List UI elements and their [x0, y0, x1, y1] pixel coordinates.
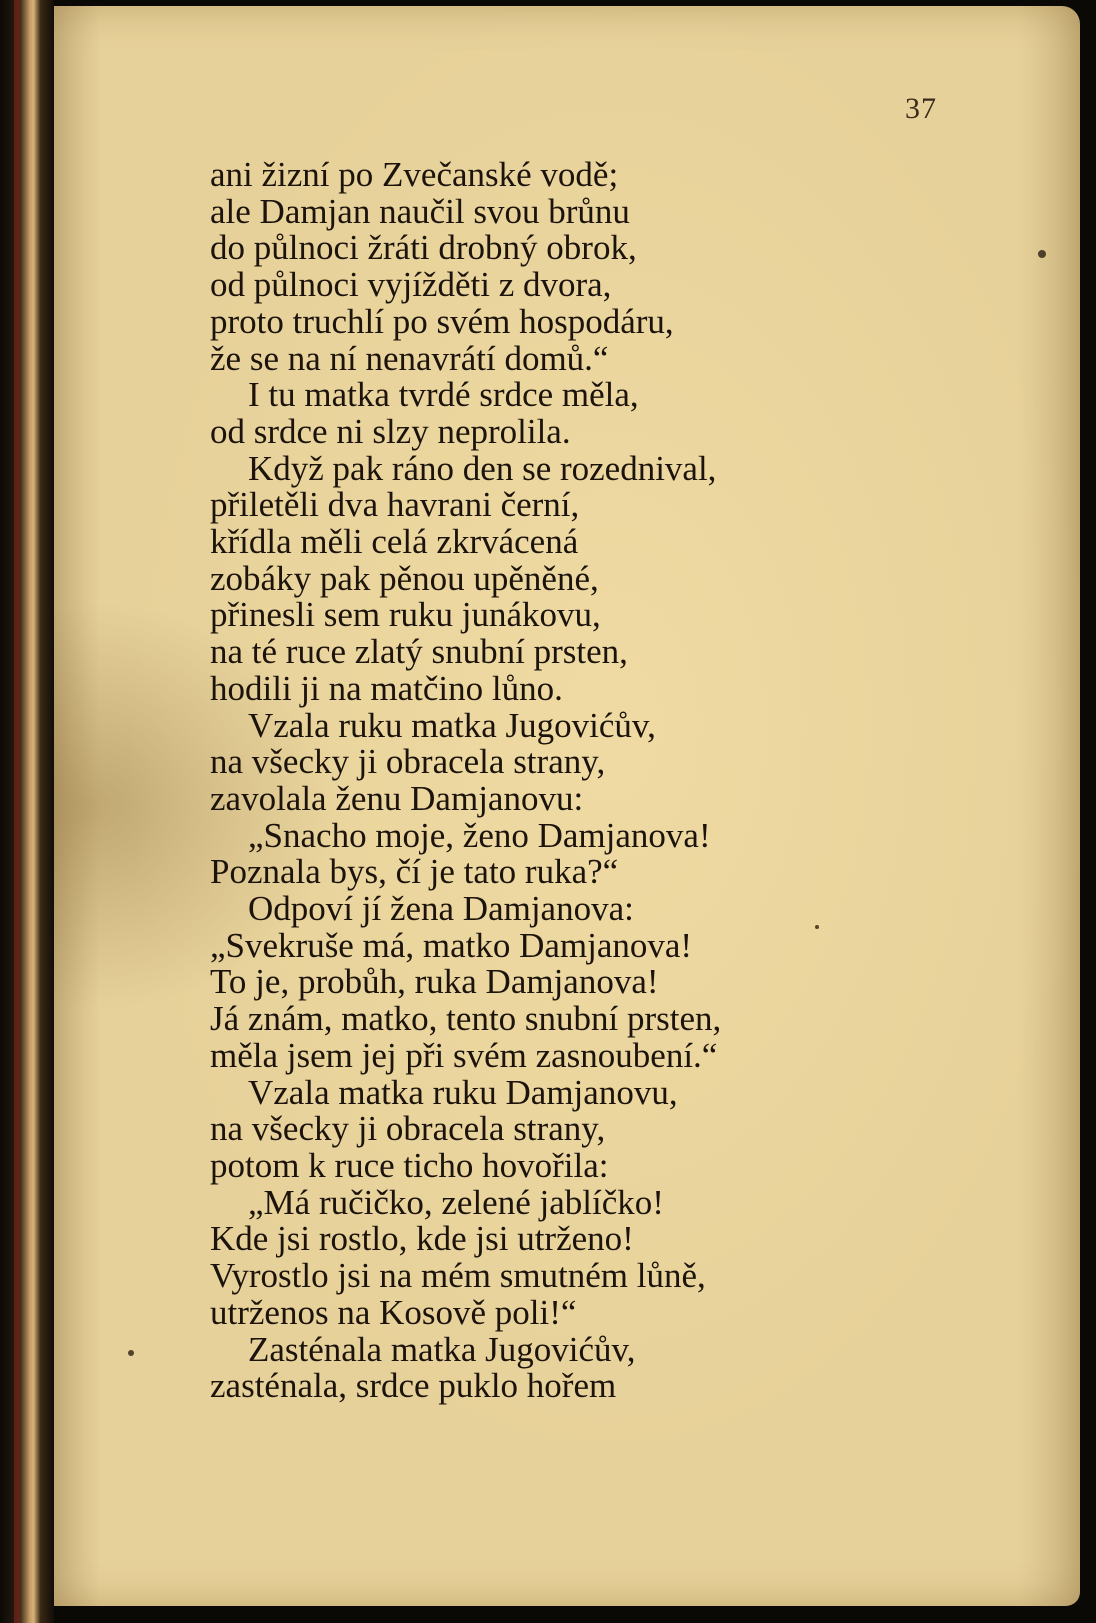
poem-line: přinesli sem ruku junákovu,: [210, 595, 601, 635]
poem-line: zavolala ženu Damjanovu:: [210, 778, 584, 818]
poem-line: „Má ručičko, zelené jablíčko!: [248, 1182, 664, 1222]
ink-speck: [1038, 250, 1046, 258]
poem-line: zobáky pak pěnou upěněné,: [210, 558, 599, 598]
poem-line: Odpoví jí žena Damjanova:: [248, 889, 634, 929]
poem-line: Já znám, matko, tento snubní prsten,: [210, 999, 722, 1039]
poem-line: přiletěli dva havrani černí,: [210, 485, 580, 525]
poem-line: na všecky ji obracela strany,: [210, 1109, 606, 1149]
poem-line: zasténala, srdce puklo hořem: [210, 1366, 617, 1406]
poem-line: utrženos na Kosově poli!“: [210, 1292, 577, 1332]
poem-line: hodili ji na matčino lůno.: [210, 668, 563, 708]
poem-line: Vzala matka ruku Damjanovu,: [248, 1072, 678, 1112]
poem-line: Vyrostlo jsi na mém smutném lůně,: [210, 1256, 706, 1296]
poem-line: Když pak ráno den se rozednival,: [248, 448, 717, 488]
poem-line: že se na ní nenavrátí domů.“: [210, 338, 609, 378]
poem-line: potom k ruce ticho hovořila:: [210, 1145, 609, 1185]
poem-line: měla jsem jej při svém zasnoubení.“: [210, 1035, 718, 1075]
poem-line: Vzala ruku matka Jugovićův,: [248, 705, 656, 745]
poem-line: Zasténala matka Jugovićův,: [248, 1329, 636, 1369]
poem-line: od srdce ni slzy neprolila.: [210, 411, 571, 451]
page-number: 37: [905, 92, 937, 125]
poem-line: Poznala bys, čí je tato ruka?“: [210, 852, 619, 892]
ink-speck: [815, 925, 819, 929]
poem-line: ale Damjan naučil svou brůnu: [210, 191, 630, 231]
poem-line: Kde jsi rostlo, kde jsi utrženo!: [210, 1219, 634, 1259]
poem-line: křídla měli celá zkrvácená: [210, 522, 579, 562]
book-binding-edge: [0, 0, 54, 1623]
poem-line: na všecky ji obracela strany,: [210, 742, 606, 782]
binding-thread-line: [14, 0, 20, 1623]
poem-line: od půlnoci vyjížděti z dvora,: [210, 265, 612, 305]
poem-line: do půlnoci žráti drobný obrok,: [210, 228, 637, 268]
poem-line: ani žizní po Zvečanské vodě;: [210, 155, 619, 194]
ink-speck: [128, 1350, 134, 1356]
poem-line: „Snacho moje, ženo Damjanova!: [248, 815, 711, 855]
poem-text-block: [210, 157, 890, 1405]
poem-line: „Svekruše má, matko Damjanova!: [210, 925, 693, 965]
poem-line: proto truchlí po svém hospodáru,: [210, 301, 674, 341]
poem-line: na té ruce zlatý snubní prsten,: [210, 632, 628, 672]
poem-line: I tu matka tvrdé srdce měla,: [248, 375, 639, 415]
poem-line: To je, probůh, ruka Damjanova!: [210, 962, 659, 1002]
